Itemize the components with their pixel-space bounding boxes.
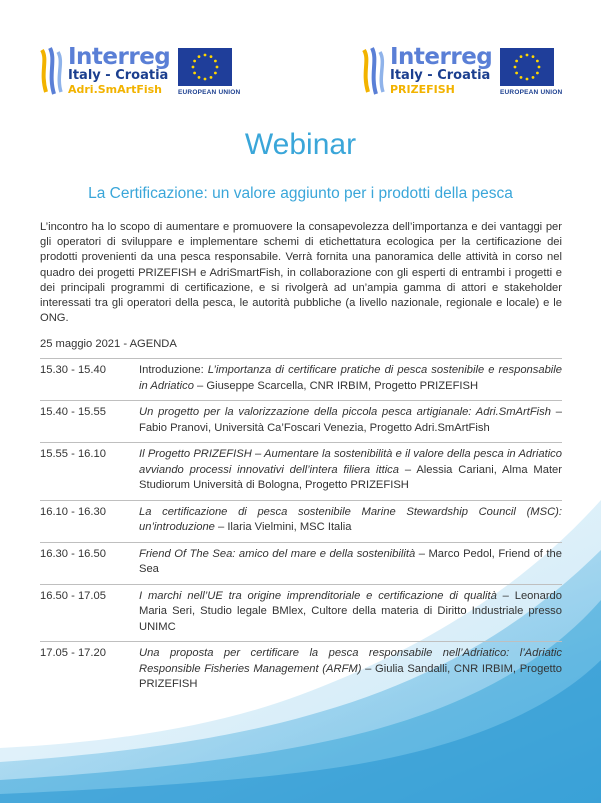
agenda-time: 16.30 - 16.50 <box>40 547 106 560</box>
agenda-speaker: – Giuseppe Scarcella, CNR IRBIM, Progetto PRIZEFISH <box>193 379 479 392</box>
agenda-prefix: Introduzione: <box>139 364 208 376</box>
eu-flag-icon <box>178 48 232 86</box>
agenda-talk-title: L’importanza di certificare pratiche di pesca sostenibile e responsabile in Adriatico <box>139 364 562 392</box>
intro-paragraph: L’incontro ha lo scopo di aumentare e promuovere la consapevolezza dell’importanza e dei vantaggi per gli operatori di sviluppare e implementare schemi di etichettatura ecologica per la certificazione dei prodotti provenienti da una pesca responsabile. Verrà fornita una panoramica delle attività in corso nel quadro dei progetti PRIZEFISH e AdriSmartFish, in collaborazione con gli esperti di entrambi i progetti e dei principali programmi di certificazione, e si rivolgerà ad un’ampia gamma di attori e stakeholder interessati tra gli operatori della pesca, le autorità pubbliche (a livello nazionale, regionale e locale) e le ONG. <box>40 221 562 325</box>
agenda-row <box>40 400 562 442</box>
agenda-speaker: – Fabio Pranovi, Università Ca’Foscari Venezia, Progetto Adri.SmArtFish <box>139 406 562 434</box>
logo-region: Italy - Croatia <box>390 68 491 83</box>
agenda-time: 15.55 - 16.10 <box>40 448 106 460</box>
agenda-description <box>139 447 562 494</box>
logo-brand: Interreg <box>68 44 171 70</box>
interreg-stripes-icon <box>360 46 386 96</box>
page-subtitle: La Certificazione: un valore aggiunto per i prodotti della pesca <box>88 185 513 202</box>
agenda-speaker: – Marco Pedol, Friend of the Sea <box>139 547 562 575</box>
agenda-row <box>40 584 562 642</box>
agenda-talk-title: Il Progetto PRIZEFISH – Aumentare la sostenibilità e il valore della pesca in Adriatico avviando processi innovativi dell’intera filiera ittica <box>139 448 562 476</box>
logo-project: PRIZEFISH <box>390 83 455 96</box>
page-title: Webinar <box>244 128 357 161</box>
agenda-row <box>40 442 562 500</box>
agenda-description <box>139 547 562 578</box>
eu-flag-icon <box>500 48 554 86</box>
agenda-talk-title: Una proposta per certificare la pesca responsabile nell’Adriatico: l’Adriatic Responsible Fisheries Management (ARFM) <box>139 647 562 675</box>
agenda-talk-title: La certificazione di pesca sostenibile Marine Stewardship Council (MSC): un’introduzione <box>139 505 562 533</box>
logo-project: Adri.SmArtFish <box>68 83 163 96</box>
agenda-row <box>40 358 562 400</box>
agenda-talk-title: I marchi nell’UE tra origine imprenditoriale e certificazione di qualità <box>139 589 497 602</box>
eu-label: EUROPEAN UNION <box>178 89 241 96</box>
agenda-time: 16.50 - 17.05 <box>40 589 106 602</box>
agenda-description <box>139 646 562 693</box>
agenda-speaker: – Giulia Sandalli, CNR IRBIM, Progetto PRIZEFISH <box>139 662 562 690</box>
agenda-row <box>40 500 562 542</box>
agenda-time: 16.10 - 16.30 <box>40 505 106 518</box>
interreg-logo-prizefish <box>360 44 563 98</box>
agenda-talk-title: Friend Of The Sea: amico del mare e della sostenibilità <box>139 547 416 560</box>
agenda-speaker: – Leonardo Maria Seri, Studio legale BMlex, Cultore della materia di Diritto Industriale presso UNIMC <box>139 589 562 633</box>
agenda-date: 25 maggio 2021 - AGENDA <box>40 338 177 350</box>
interreg-logo-adrismartfish <box>38 44 241 98</box>
agenda-description <box>139 589 562 636</box>
agenda-time: 15.30 - 15.40 <box>40 364 106 376</box>
agenda-row <box>40 641 562 699</box>
agenda-description <box>139 363 562 394</box>
logo-brand: Interreg <box>390 44 493 70</box>
agenda-time: 17.05 - 17.20 <box>40 647 106 659</box>
agenda-row <box>40 542 562 584</box>
agenda-table <box>40 358 562 699</box>
agenda-description <box>139 405 562 436</box>
agenda-talk-title: Un progetto per la valorizzazione della piccola pesca artigianale: Adri.SmArtFish <box>139 406 551 418</box>
eu-label: EUROPEAN UNION <box>500 89 563 96</box>
agenda-speaker: – Ilaria Vielmini, MSC Italia <box>214 521 352 533</box>
logo-region: Italy - Croatia <box>68 68 169 83</box>
interreg-stripes-icon <box>38 46 64 96</box>
agenda-time: 15.40 - 15.55 <box>40 406 106 418</box>
agenda-speaker: – Alessia Cariani, Alma Mater Studiorum Università di Bologna, Progetto PRIZEFISH <box>139 463 563 491</box>
agenda-description <box>139 505 562 536</box>
